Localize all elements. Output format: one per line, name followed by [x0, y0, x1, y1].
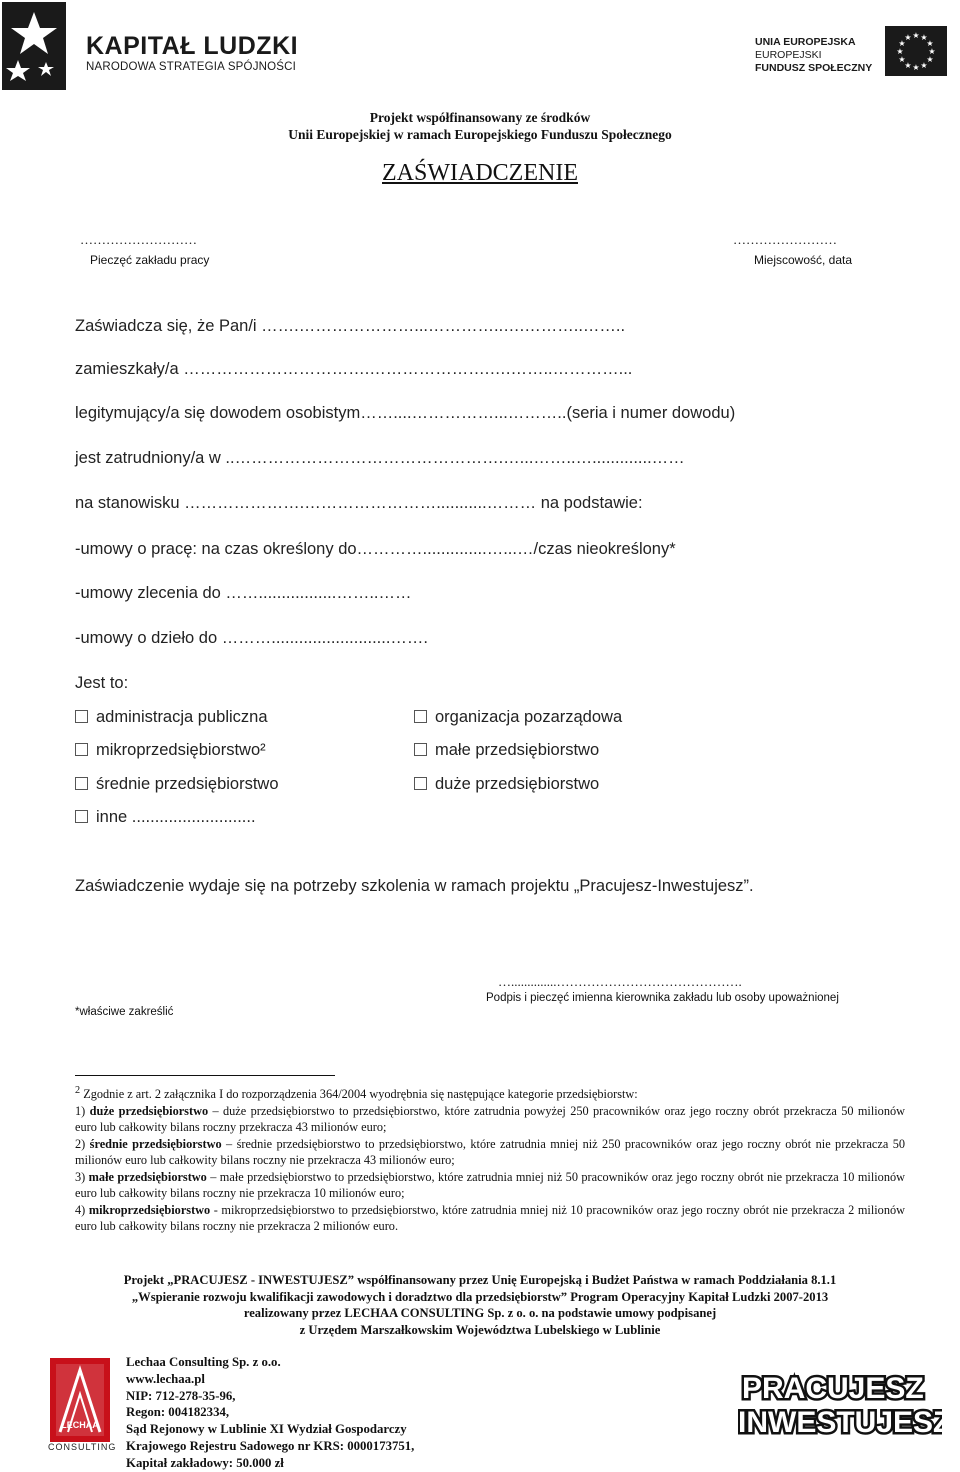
place-date-dots: …………………… — [733, 232, 837, 247]
eu-fund-label: UNIA EUROPEJSKA EUROPEJSKI FUNDUSZ SPOŁECZNY — [755, 36, 873, 74]
kapital-ludzki-logo-mark — [2, 2, 66, 90]
svg-text:★: ★ — [926, 39, 934, 48]
stamp-dots: ……………………… — [80, 232, 197, 247]
svg-text:★: ★ — [898, 39, 906, 48]
eu-flag-icon — [885, 26, 947, 76]
svg-text:★: ★ — [904, 33, 912, 42]
footnote-divider — [75, 1075, 335, 1076]
document-title: ZAŚWIADCZENIE — [382, 160, 578, 186]
option-small-enterprise[interactable]: małe przedsiębiorstwo — [414, 741, 599, 760]
option-public-administration[interactable]: administracja publiczna — [75, 708, 268, 727]
pracujesz-inwestujesz-logo — [738, 1370, 942, 1436]
svg-text:★: ★ — [904, 61, 912, 70]
checkbox-icon — [75, 810, 88, 823]
checkbox-icon — [414, 743, 427, 756]
lechaa-label: CONSULTING — [48, 1442, 117, 1452]
svg-text:★: ★ — [912, 63, 920, 72]
svg-text:★: ★ — [920, 33, 928, 42]
svg-text:★: ★ — [896, 47, 904, 56]
field-name[interactable]: Zaświadcza się, że Pan/i …….…………………...…………..….………..…….. — [75, 317, 626, 335]
option-micro-enterprise[interactable]: mikroprzedsiębiorstwo² — [75, 741, 266, 760]
checkbox-icon — [75, 743, 88, 756]
footnote-item: 1) duże przedsiębiorstwo – duże przedsiębiorstwo to przedsiębiorstwo, które zatrudnia powyżej 250 pracowników oraz jego roczny obrót przekracza 50 milionów euro lub całkowity bilans roczny przekracza 43 milionów euro; — [75, 1103, 906, 1135]
option-other[interactable]: inne ........................... — [75, 808, 256, 827]
signature-dots: …..............……………………………………. — [498, 974, 742, 989]
stamp-label: Pieczęć zakładu pracy — [90, 253, 210, 267]
svg-text:★: ★ — [898, 55, 906, 64]
svg-text:PRACUJESZ: PRACUJESZ — [742, 1372, 924, 1405]
purpose-statement: Zaświadczenie wydaje się na potrzeby szkolenia w ramach projektu „Pracujesz-Inwestujesz”. — [75, 877, 754, 895]
kapital-ludzki-title: KAPITAŁ LUDZKI — [86, 32, 299, 60]
footer-project-info: Projekt „PRACUJESZ - INWESTUJESZ” współfinansowany przez Unię Europejską i Budżet Państwa w ramach Poddziałania 8.1.1 „Wspieranie rozwoju kwalifikacji zawodowych i doradztwo dla przedsiębiorstw” Program Operacyjny Kapitał Ludzki 2007-2013 realizowany przez LECHAA CONSULTING Sp. z o. o. na podstawie umowy podpisanej z Urzędem Marszałkowskim Województwa Lubelskiego w Lublinie — [123, 1273, 837, 1337]
asterisk-note: *właściwe zakreślić — [75, 1006, 174, 1018]
footnote-item: 3) małe przedsiębiorstwo – małe przedsiębiorstwo to przedsiębiorstwo, które zatrudnia mniej niż 50 pracowników oraz jego roczny obrót nie przekracza 10 milionów euro lub całkowity bilans roczny nie przekracza 10 milionów euro; — [75, 1169, 906, 1201]
footnote-item: 2) średnie przedsiębiorstwo – średnie przedsiębiorstwo to przedsiębiorstwo, które zatrudnia mniej niż 250 pracowników oraz jego roczny obrót nie przekracza 50 milionów euro lub całkowity bilans roczny nie przekracza 43 milionów euro; — [75, 1136, 906, 1168]
option-medium-enterprise[interactable]: średnie przedsiębiorstwo — [75, 775, 279, 794]
svg-text:★: ★ — [912, 31, 920, 40]
option-ngo[interactable]: organizacja pozarządowa — [414, 708, 622, 727]
signature-label: Podpis i pieczęć imienna kierownika zakładu lub osoby upoważnionej — [486, 992, 839, 1004]
cofinance-note: Projekt współfinansowany ze środków Unii Europejskiej w ramach Europejskiego Funduszu Społecznego — [288, 110, 672, 142]
field-work-contract[interactable]: -umowy o dzieło do ………..........................……. — [75, 629, 429, 647]
svg-text:★: ★ — [926, 55, 934, 64]
svg-text:★: ★ — [928, 47, 936, 56]
option-large-enterprise[interactable]: duże przedsiębiorstwo — [414, 775, 599, 794]
checkbox-icon — [414, 710, 427, 723]
place-date-label: Miejscowość, data — [754, 253, 853, 267]
checkbox-icon — [75, 710, 88, 723]
field-address[interactable]: zamieszkały/a …………………………….………………….….……..…………... — [75, 360, 633, 378]
field-employer[interactable]: jest zatrudniony/a w ..………………………………………….…...……..….............…… — [75, 449, 685, 467]
field-mandate-contract[interactable]: -umowy zlecenia do …….................……..…… — [75, 584, 412, 602]
field-position[interactable]: na stanowisku ………………….……………………...........……… na podstawie: — [75, 494, 643, 512]
svg-text:★: ★ — [920, 61, 928, 70]
svg-text:LECHAA: LECHAA — [61, 1420, 99, 1430]
company-details: Lechaa Consulting Sp. z o.o. www.lechaa.pl NIP: 712-278-35-96, Regon: 004182334, Sąd Rejonowy w Lublinie XI Wydział Gospodarczy Krajowego Rejestru Sadowego nr KRS: 0000173751, Kapitał zakładowy: 50.000 zł — [126, 1355, 415, 1470]
checkbox-icon — [75, 777, 88, 790]
footnote-item: 4) mikroprzedsiębiorstwo - mikroprzedsiębiorstwo to przedsiębiorstwo, które zatrudnia mniej niż 10 pracowników oraz jego roczny obrót nie przekracza 2 milionów euro lub całkowity bilans roczny nie przekracza 2 milionów euro. — [75, 1202, 906, 1234]
field-id-document[interactable]: legitymujący/a się dowodem osobistym……....……………...………..(seria i numer dowodu) — [75, 404, 736, 422]
entity-type-heading: Jest to: — [75, 674, 129, 692]
kapital-ludzki-subtitle: NARODOWA STRATEGIA SPÓJNOŚCI — [86, 61, 297, 73]
svg-text:INWESTUJESZ: INWESTUJESZ — [738, 1406, 942, 1436]
lechaa-logo — [50, 1358, 110, 1442]
checkbox-icon — [414, 777, 427, 790]
footnote: $^2$ Zgodnie z art. 2 załącznika I do rozporządzenia 364/2004 wyodrębnia się następujące kategorie przedsiębiorstw: 1) duże przedsiębiorstwo – duże przedsiębiorstwo to przedsiębiorstwo, które zatrudnia powyżej 250 pracowników oraz jego roczny obrót przekracza 50 milionów euro lub całkowity bilans roczny przekracza 43 milionów euro; 2) średnie przedsiębiorstwo – średnie przedsiębiorstwo to przedsiębiorstwo, które zatrudnia mniej niż 250 pracowników oraz jego roczny obrót nie przekracza 50 milionów euro lub całkowity bilans roczny nie przekracza 43 milionów euro; 3) małe przedsiębiorstwo – małe przedsiębiorstwo to przedsiębiorstwo, które zatrudnia mniej niż 50 pracowników oraz jego roczny obrót nie przekracza 10 milionów euro lub całkowity bilans roczny nie przekracza 10 milionów euro; 4) mikroprzedsiębiorstwo - mikroprzedsiębiorstwo to przedsiębiorstwo, które zatrudnia mniej niż 10 pracowników oraz jego roczny obrót nie przekracza 2 milionów euro lub całkowity bilans roczny nie przekracza 2 milionów euro. — [75, 1085, 906, 1234]
field-employment-contract[interactable]: -umowy o pracę: na czas określony do…………..............…...…/czas nieokreślony* — [75, 540, 676, 558]
